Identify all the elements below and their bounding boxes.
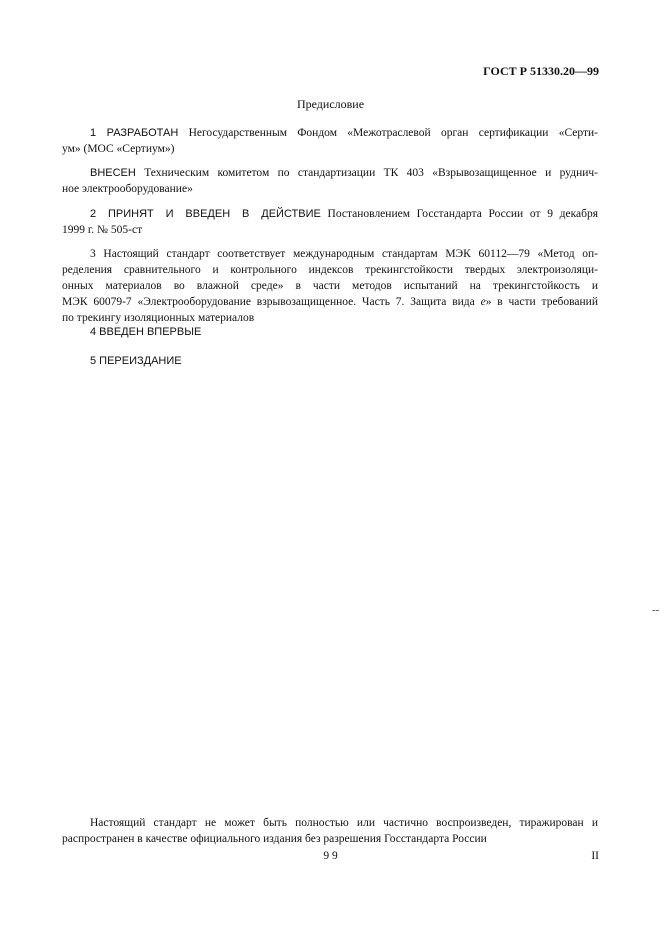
paragraph-developed-by	[62, 125, 598, 157]
paragraph-reissue	[90, 353, 598, 369]
paragraph-adopted	[62, 206, 598, 238]
paragraph-text: по трекингу изоляционных материалов	[62, 312, 255, 324]
paragraph-text: ное электрооборудование»	[62, 183, 193, 195]
paragraph-text: Постановлением Госстандарта России от 9 декабря	[320, 208, 598, 220]
paragraph-text: 3 Настоящий стандарт соответствует международным стандартам МЭК 60112—79 «Метод оп-	[90, 248, 598, 260]
paragraph-text: 1999 г. № 505-ст	[62, 224, 143, 236]
paragraph-conformity	[62, 246, 598, 326]
paragraph-introduced-by	[62, 165, 598, 197]
paragraph-text: » в части требований	[485, 296, 598, 308]
paragraph-text: Негосударственным Фондом «Межотраслевой орган сертификации «Серти-	[178, 127, 598, 139]
paragraph-text: МЭК 60079-7 «Электрооборудование взрывозащищенное. Часть 7. Защита вида	[62, 296, 481, 308]
footer-number: 9 9	[323, 850, 338, 862]
edge-mark: --	[652, 604, 660, 616]
paragraph-first-introduced	[90, 324, 598, 340]
paragraph-text: 4 ВВЕДЕН ВПЕРВЫЕ	[90, 326, 202, 338]
paragraph-text: Техническим комитетом по стандартизации ТК 403 «Взрывозащищенное и руднич-	[135, 167, 598, 179]
page-number: II	[591, 850, 599, 862]
paragraph-text: ределения сравнительного и контрольного индексов трекингстойкости твердых электроизоляци-	[62, 264, 598, 276]
notice-text: Настоящий стандарт не может быть полностью или частично воспроизведен, тиражирован и	[90, 817, 598, 829]
preface-title: Предисловие	[296, 97, 365, 111]
copyright-notice	[62, 815, 598, 847]
paragraph-text: ум» (МОС «Сертиум»)	[62, 143, 175, 155]
paragraph-lead: 2 ПРИНЯТ И ВВЕДЕН В ДЕЙСТВИЕ	[90, 208, 321, 220]
notice-text: распространен в качестве официального издания без разрешения Госстандарта России	[62, 833, 487, 845]
paragraph-lead: 1 РАЗРАБОТАН	[90, 127, 179, 139]
paragraph-lead: ВНЕСЕН	[90, 167, 136, 179]
standard-code-header: ГОСТ Р 51330.20—99	[483, 64, 599, 78]
paragraph-text: онных материалов во влажной среде» в части методов испытаний на трекингстойкость и	[62, 280, 598, 292]
protection-type-e: e	[480, 296, 486, 308]
paragraph-text: 5 ПЕРЕИЗДАНИЕ	[90, 355, 182, 367]
